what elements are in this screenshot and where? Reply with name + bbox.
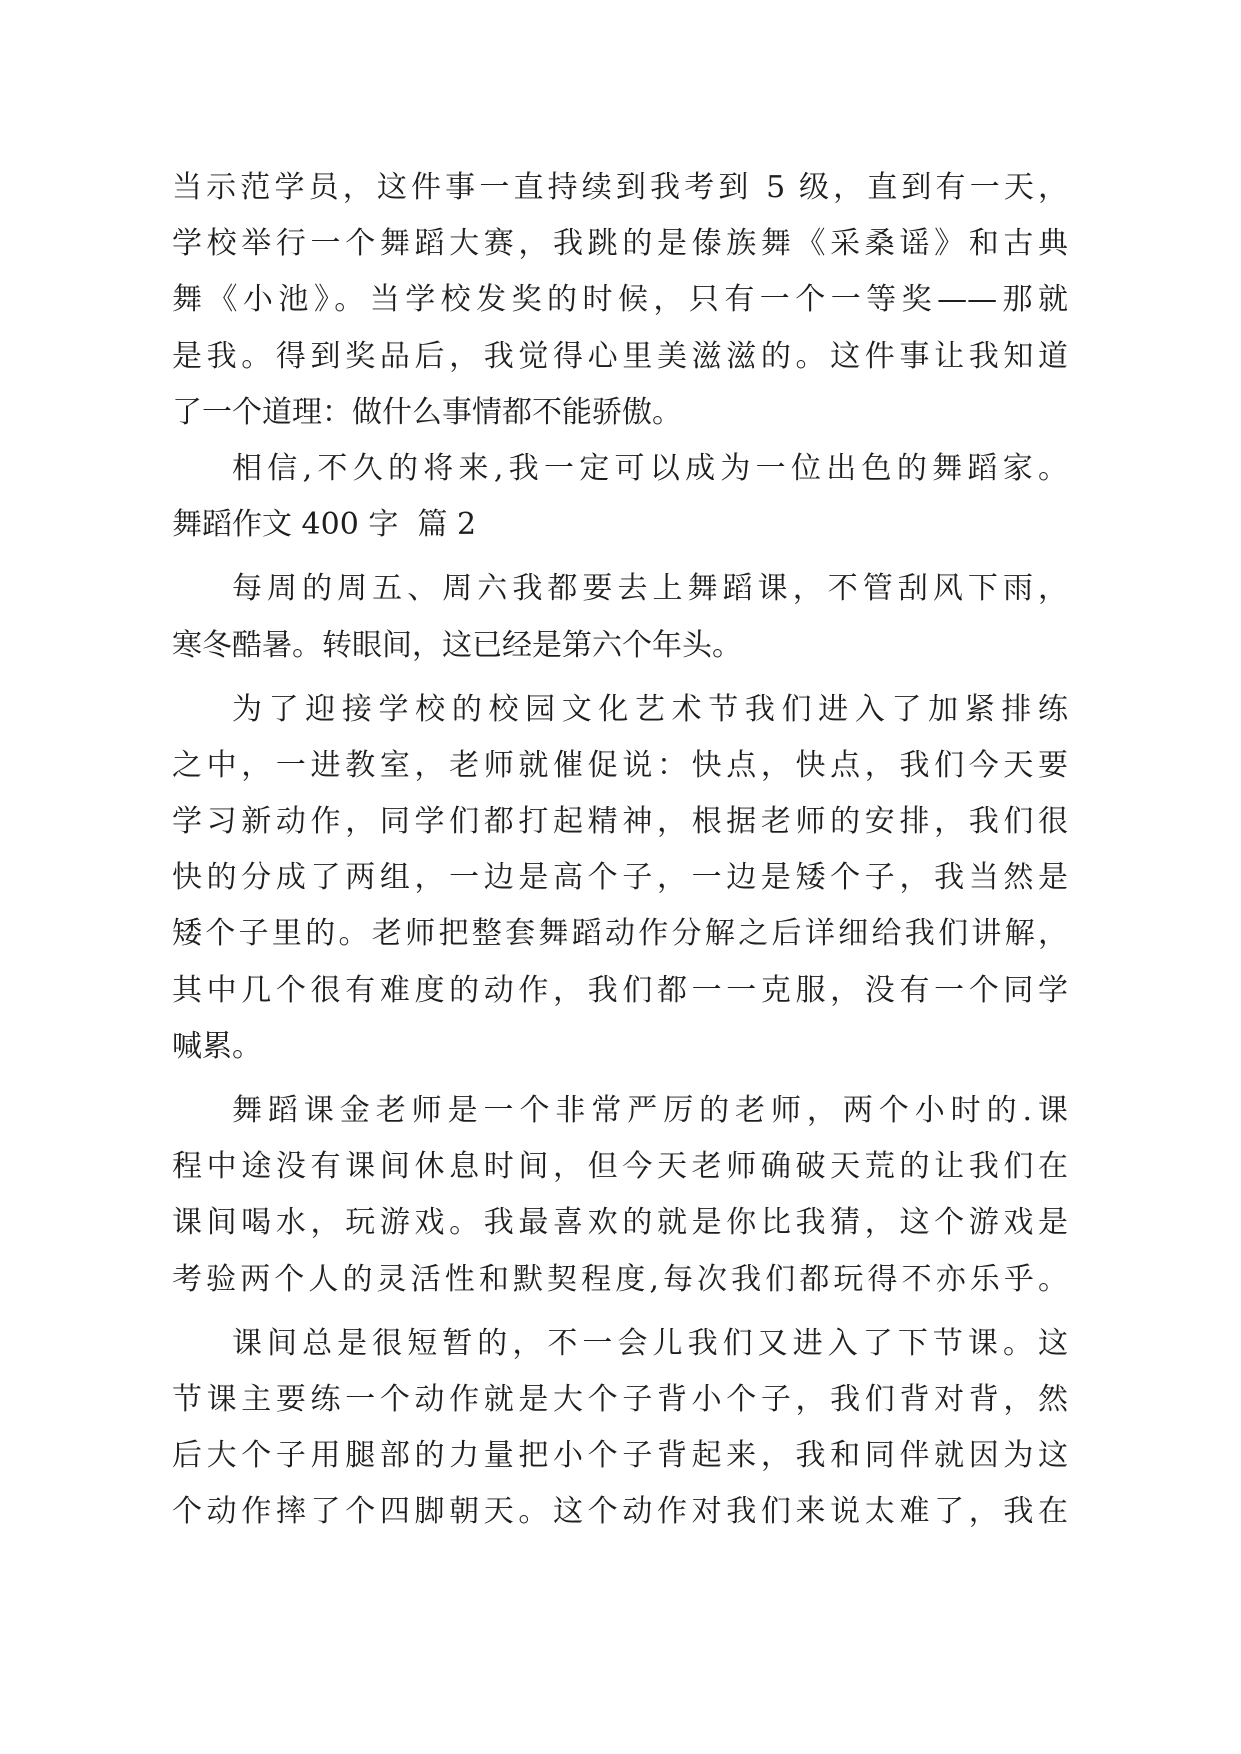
paragraph-line: 学校举行一个舞蹈大赛，我跳的是傣族舞《采桑谣》和古典 xyxy=(172,226,1068,262)
paragraph xyxy=(172,160,1068,441)
paragraph-line: 了一个道理：做什么事情都不能骄傲。 xyxy=(172,394,682,430)
essay-heading: 舞蹈作文 400 字 篇 2 xyxy=(172,507,477,543)
paragraph-line: 其中几个很有难度的动作，我们都一一克服，没有一个同学 xyxy=(172,972,1068,1008)
paragraph xyxy=(172,561,1068,673)
paragraph-line: 舞《小池》。当学校发奖的时候，只有一个一等奖——那就 xyxy=(172,282,1068,318)
paragraph-line: 每周的周五、周六我都要去上舞蹈课，不管刮风下雨， xyxy=(232,571,1068,607)
paragraph-line: 快的分成了两组，一边是高个子，一边是矮个子，我当然是 xyxy=(172,860,1068,896)
paragraph-line: 当示范学员，这件事一直持续到我考到 5 级，直到有一天， xyxy=(172,170,1068,205)
paragraph xyxy=(172,441,1068,497)
paragraph-line: 是我。得到奖品后，我觉得心里美滋滋的。这件事让我知道 xyxy=(172,338,1068,374)
paragraph-line: 程中途没有课间休息时间，但今天老师确破天荒的让我们在 xyxy=(172,1149,1068,1185)
paragraph-line: 课间喝水，玩游戏。我最喜欢的就是你比我猜，这个游戏是 xyxy=(172,1205,1068,1241)
paragraph-line: 矮个子里的。老师把整套舞蹈动作分解之后详细给我们讲解， xyxy=(172,916,1068,952)
paragraph-line: 喊累。 xyxy=(172,1028,262,1064)
paragraph-line: 之中，一进教室，老师就催促说：快点，快点，我们今天要 xyxy=(172,747,1068,783)
paragraph xyxy=(172,1083,1068,1308)
paragraph-line: 个动作摔了个四脚朝天。这个动作对我们来说太难了，我在 xyxy=(172,1494,1068,1530)
paragraph-line: 课间总是很短暂的，不一会儿我们又进入了下节课。这 xyxy=(232,1325,1068,1361)
paragraph-line: 相信,不久的将来,我一定可以成为一位出色的舞蹈家。 xyxy=(232,450,1068,486)
paragraph-line: 为了迎接学校的校园文化艺术节我们进入了加紧排练 xyxy=(232,691,1068,727)
paragraph xyxy=(172,682,1068,1075)
paragraph xyxy=(172,1316,1068,1541)
paragraph-line: 寒冬酷暑。转眼间，这已经是第六个年头。 xyxy=(172,627,742,663)
body-text xyxy=(172,160,1068,1541)
paragraph-line: 节课主要练一个动作就是大个子背小个子，我们背对背，然 xyxy=(172,1381,1068,1417)
paragraph-line: 考验两个人的灵活性和默契程度,每次我们都玩得不亦乐乎。 xyxy=(172,1261,1068,1297)
paragraph-line: 后大个子用腿部的力量把小个子背起来，我和同伴就因为这 xyxy=(172,1438,1068,1474)
paragraph-line: 舞蹈课金老师是一个非常严厉的老师，两个小时的.课 xyxy=(232,1093,1068,1128)
paragraph-line: 学习新动作，同学们都打起精神，根据老师的安排，我们很 xyxy=(172,804,1068,840)
